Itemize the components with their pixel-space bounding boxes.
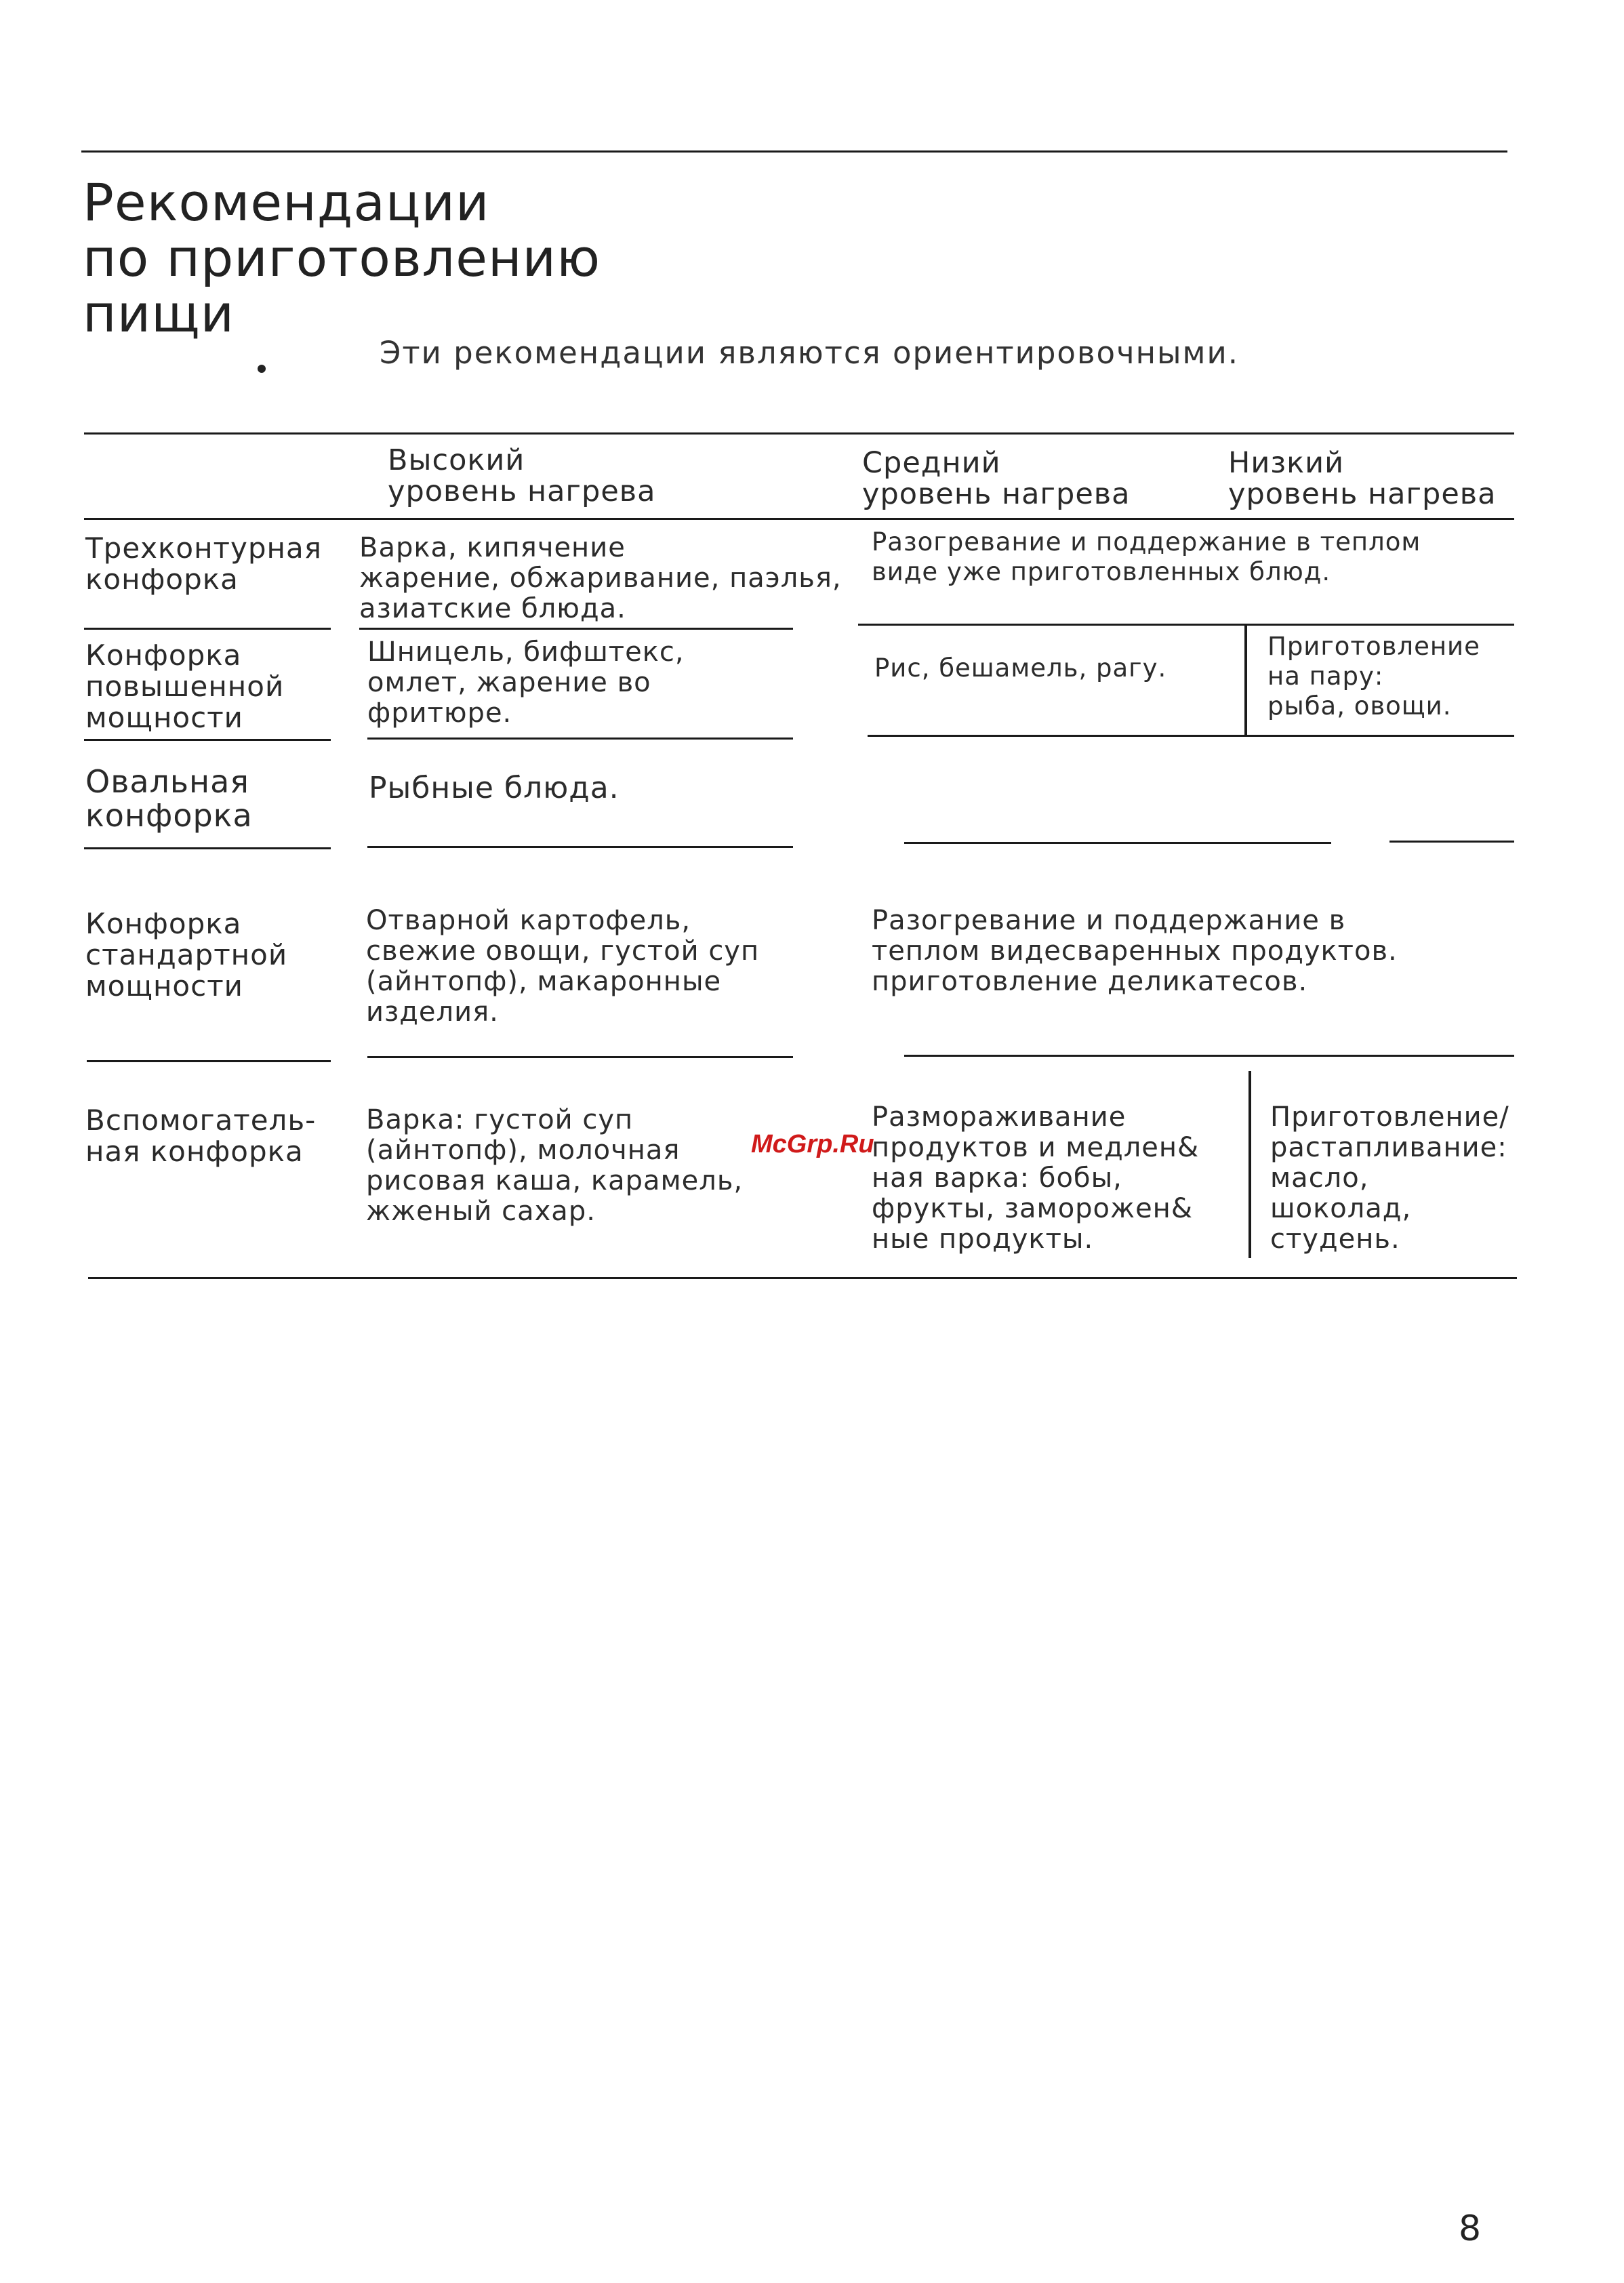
column-divider — [1244, 625, 1247, 735]
row-label: Конфорка стандартной мощности — [85, 907, 288, 1003]
table-bottom-rule — [88, 1277, 1517, 1279]
cell-low: Приготовление на пару: рыба, овощи. — [1267, 632, 1480, 721]
row-rule — [367, 1056, 793, 1058]
bullet-dot — [258, 365, 266, 373]
header-medium: Средний уровень нагрева — [862, 446, 1131, 511]
row-label: Трехконтурная конфорка — [85, 531, 322, 596]
header-bottom-rule — [84, 518, 1514, 520]
row-rule — [1389, 841, 1514, 843]
row-rule — [359, 628, 793, 630]
row-rule — [858, 624, 1514, 626]
page-subtitle: Эти рекомендации являются ориентировочными. — [380, 335, 1240, 371]
cell-medium: Размораживание продуктов и медлен& ная варка: бобы, фрукты, заморожен& ные продукты. — [872, 1102, 1200, 1255]
cell-high: Шницель, бифштекс, омлет, жарение во фритюре. — [367, 637, 685, 729]
row-rule — [84, 847, 331, 849]
cell-medium-low: Разогревание и поддержание в теплом виде уже приготовленных блюд. — [872, 527, 1421, 586]
row-rule — [868, 735, 1514, 737]
page-number: 8 — [1459, 2208, 1482, 2249]
header-low: Низкий уровень нагрева — [1228, 446, 1497, 511]
row-rule — [84, 739, 331, 741]
row-rule — [84, 628, 331, 630]
watermark: McGrp.Ru — [751, 1130, 874, 1158]
column-divider — [1249, 1071, 1251, 1258]
row-rule — [87, 1060, 331, 1062]
cell-low: Приготовление/ растапливание: масло, шоколад, студень. — [1270, 1102, 1509, 1255]
row-label: Овальная конфорка — [85, 763, 253, 834]
cell-high: Отварной картофель, свежие овощи, густой суп (айнтопф), макаронные изделия. — [366, 905, 760, 1028]
cell-medium: Рис, бешамель, рагу. — [874, 653, 1167, 683]
row-rule — [904, 1055, 1514, 1057]
row-rule — [367, 738, 793, 740]
cell-high: Варка: густой суп (айнтопф), молочная рисовая каша, карамель, жженый сахар. — [366, 1104, 744, 1227]
row-rule — [367, 846, 793, 848]
row-label: Вспомогатель- ная конфорка — [85, 1104, 317, 1168]
cell-high: Варка, кипячение жарение, обжаривание, паэлья, азиатские блюда. — [359, 532, 842, 624]
top-rule — [81, 150, 1507, 153]
table-top-rule — [84, 432, 1514, 435]
cell-medium-low: Разогревание и поддержание в теплом видесваренных продуктов. приготовление деликатесов. — [872, 905, 1398, 997]
cell-high: Рыбные блюда. — [369, 771, 620, 805]
header-high: Высокий уровень нагрева — [388, 443, 656, 508]
row-label: Конфорка повышенной мощности — [85, 639, 285, 734]
row-rule — [904, 842, 1331, 844]
page-title: Рекомендации по приготовлению пищи — [83, 172, 601, 344]
